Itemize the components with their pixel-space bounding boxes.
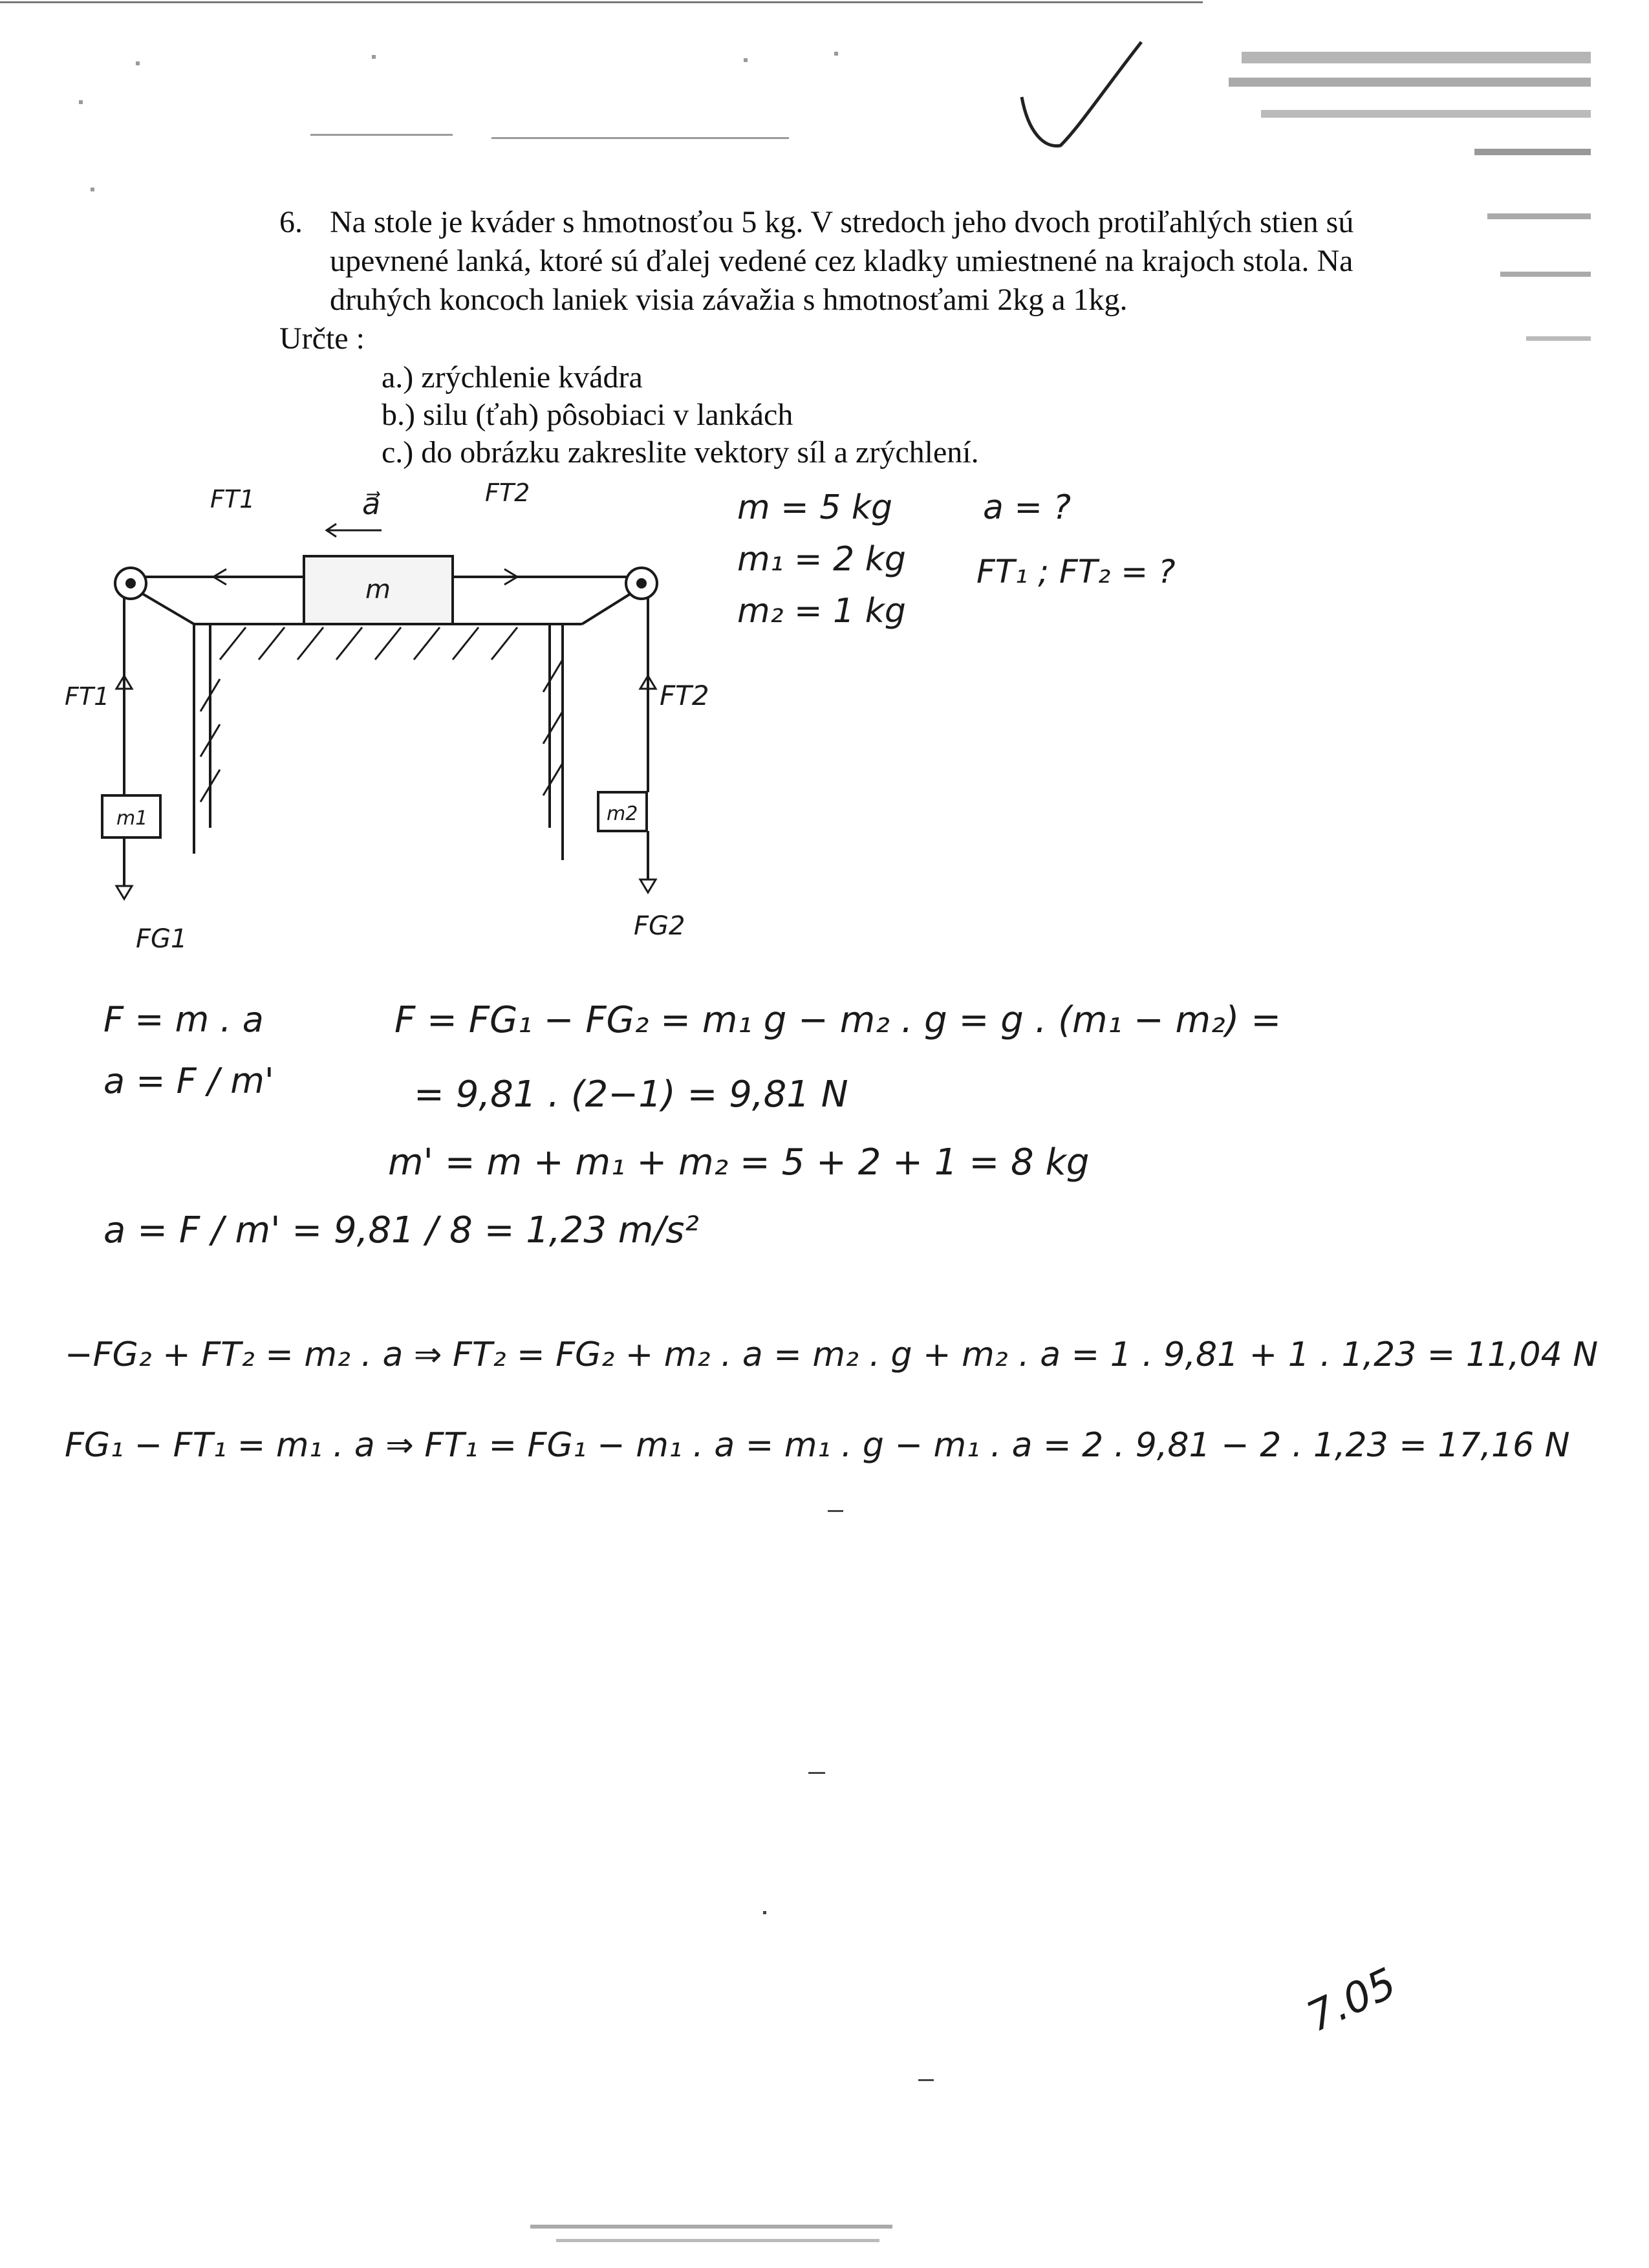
scan-dot (834, 52, 838, 56)
task-b: b.) silu (ťah) pôsobiaci v lankách (382, 398, 793, 432)
label-ft2-top: FT2 (485, 479, 530, 507)
task-a: a.) zrýchlenie kvádra (382, 360, 643, 394)
given-mass-1: m₁ = 2 kg (737, 540, 906, 579)
pulley-left (115, 568, 146, 599)
scan-right-smudge (1500, 272, 1591, 277)
check-mark-icon (1009, 36, 1151, 158)
scan-right-smudge (1261, 110, 1591, 118)
solution-tension-2: −FG₂ + FT₂ = m₂ . a ⇒ FT₂ = FG₂ + m₂ . a = m₂ . g + m₂ . a = 1 . 9,81 + 1 . 1,23 = 11,04 N (65, 1335, 1599, 1374)
table-hatching (200, 627, 563, 802)
solution-total-mass: m' = m + m₁ + m₂ = 5 + 2 + 1 = 8 kg (388, 1141, 1090, 1183)
scan-dot (763, 1911, 766, 1914)
scan-right-smudge (1474, 149, 1591, 155)
scan-dot (136, 61, 140, 65)
scan-dash (310, 134, 453, 136)
scan-dot (372, 55, 376, 59)
solution-force-value: = 9,81 . (2−1) = 9,81 N (414, 1074, 848, 1116)
unknown-accel: a = ? (983, 488, 1072, 527)
scan-right-smudge (1487, 213, 1591, 219)
scan-dot (828, 1510, 843, 1512)
scan-dash (491, 137, 789, 139)
solution-accel-value: a = F / m' = 9,81 / 8 = 1,23 m/s² (103, 1209, 699, 1251)
solution-newton: F = m . a (103, 999, 264, 1040)
problem-line-1: Na stole je kváder s hmotnosťou 5 kg. V stredoch jeho dvoch protiľahlých stien sú (330, 205, 1354, 239)
arrow-accel (327, 524, 382, 537)
label-fg1: FG1 (136, 924, 188, 954)
scan-right-smudge (1526, 336, 1591, 341)
solution-accel-formula: a = F / m' (103, 1061, 274, 1101)
table-left-bevel (139, 592, 194, 624)
weight-left-label: m1 (116, 807, 148, 830)
given-mass-block: m = 5 kg (737, 488, 893, 527)
problem-number: 6. (279, 205, 303, 239)
arrow-fg1 (116, 886, 132, 899)
table-right-bevel (582, 592, 634, 624)
scan-right-smudge (1242, 52, 1591, 63)
scan-dot (744, 58, 748, 62)
label-ft1-top: FT1 (210, 485, 255, 513)
scan-dot (79, 100, 83, 104)
label-accel: a⃗ (362, 486, 381, 521)
given-mass-2: m₂ = 1 kg (737, 592, 906, 631)
scan-bottom-smudge (530, 2225, 892, 2229)
pulley-diagram (52, 466, 737, 970)
solution-tension-1: FG₁ − FT₁ = m₁ . a ⇒ FT₁ = FG₁ − m₁ . a = m₁ . g − m₁ . a = 2 . 9,81 − 2 . 1,23 = 17,16 N (65, 1426, 1570, 1465)
block-label: m (365, 575, 391, 605)
task-label: Určte : (279, 321, 365, 356)
scan-dot (918, 2079, 934, 2081)
scan-right-smudge (1229, 78, 1591, 87)
solution-force: F = FG₁ − FG₂ = m₁ g − m₂ . g = g . (m₁ − m₂) = (394, 999, 1282, 1041)
scan-bottom-smudge (556, 2239, 879, 2242)
task-c: c.) do obrázku zakreslite vektory síl a zrýchlení. (382, 435, 979, 470)
scan-top-line (0, 1, 1203, 3)
pulley-right (626, 568, 657, 599)
label-fg2: FG2 (634, 911, 685, 941)
weight-right-label: m2 (607, 803, 638, 825)
label-ft2-right: FT2 (660, 680, 709, 711)
label-ft1-left: FT1 (65, 682, 110, 711)
scan-dot (91, 188, 94, 191)
scan-dot (808, 1772, 825, 1774)
grade-mark: 7.05 (1300, 1959, 1404, 2042)
problem-line-3: druhých koncoch laniek visia závažia s hmotnosťami 2kg a 1kg. (330, 283, 1128, 317)
problem-line-2: upevnené lanká, ktoré sú ďalej vedené cez kladky umiestnené na krajoch stola. Na (330, 244, 1353, 278)
arrow-fg2 (640, 880, 656, 892)
unknown-tensions: FT₁ ; FT₂ = ? (976, 553, 1176, 590)
